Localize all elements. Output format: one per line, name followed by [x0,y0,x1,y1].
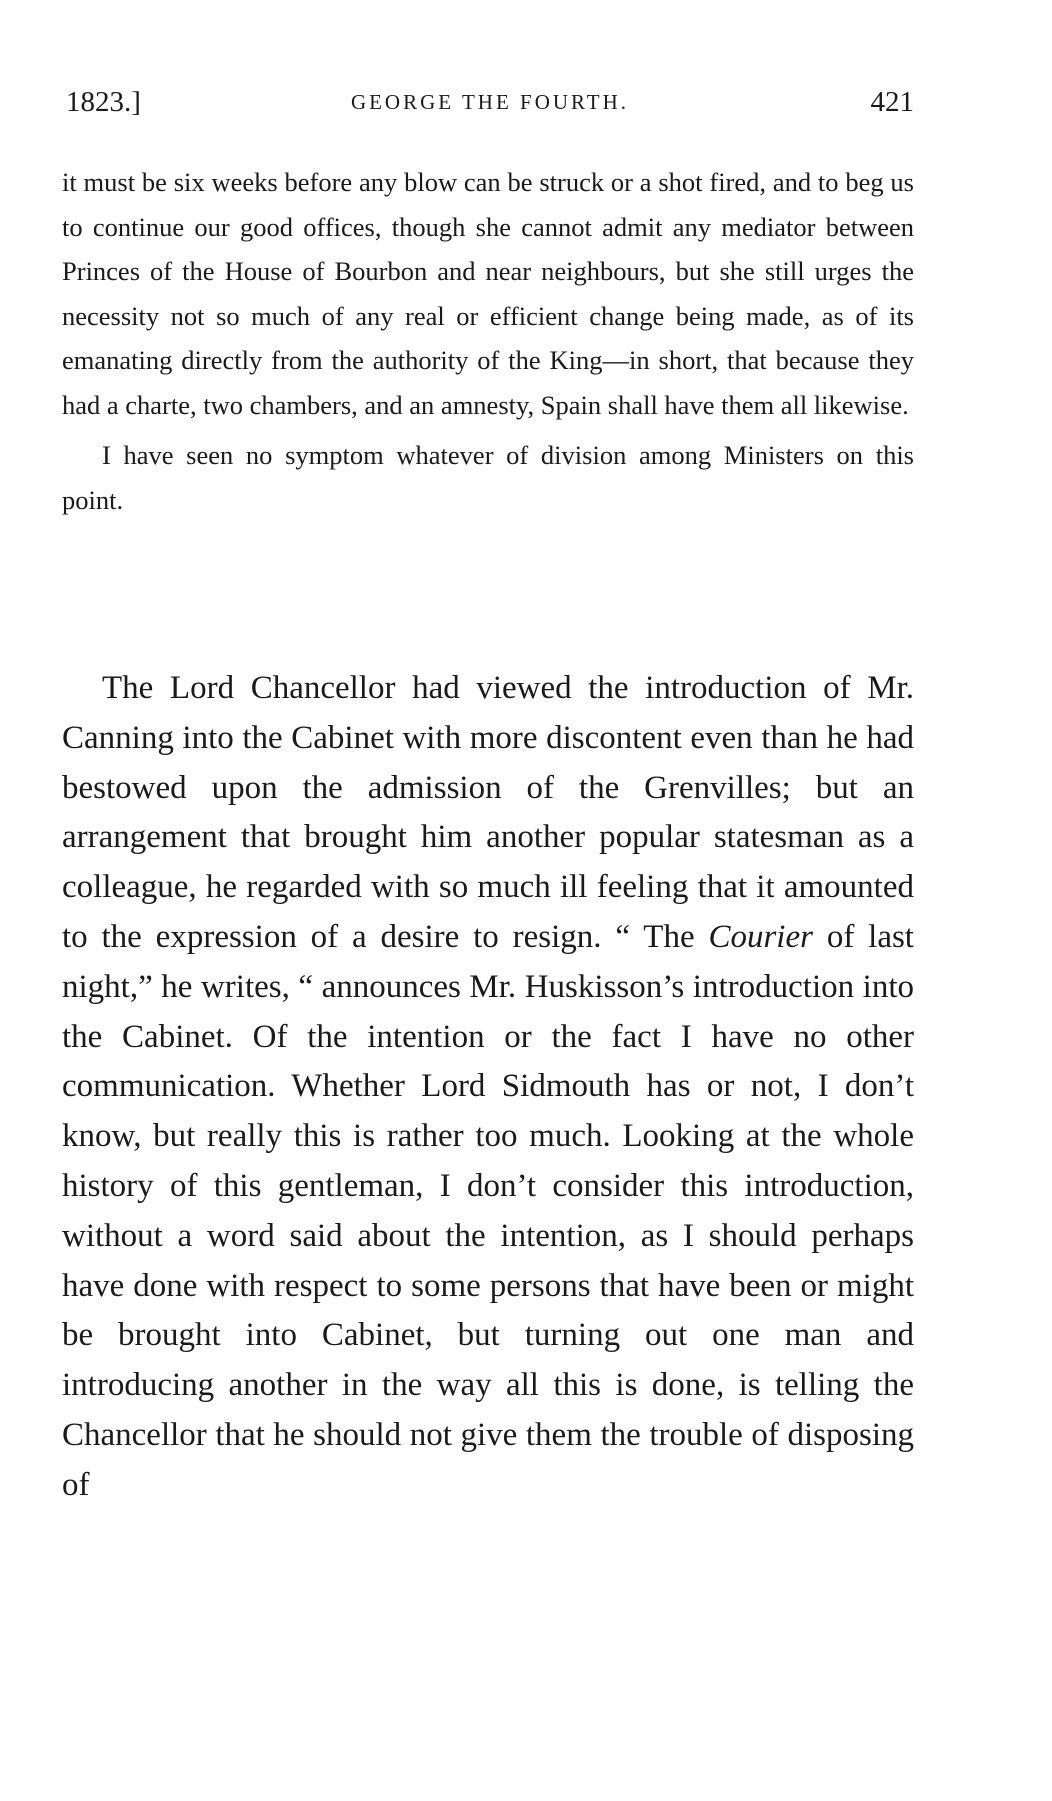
header-title: GEORGE THE FOURTH. [350,90,630,114]
letter-extract [62,160,914,522]
narrative-text [62,664,914,1511]
narrative-text-before-italic: The Lord Chancellor had viewed the introduction of Mr. Canning into the Cabinet with more discontent even than he had bestowed upon the admission of the Grenvilles; but an arrangement that brought him another popular statesman as a colleague, he regarded with so much ill feeling that it amounted to the expression of a desire to resign. “ The [62,670,914,955]
letter-paragraph-2: I have seen no symptom whatever of division among Ministers on this point. [62,440,914,515]
letter-paragraph-1: it must be six weeks before any blow can be struck or a shot fired, and to beg us to continue our good offices, though she cannot admit any mediator between Princes of the House of Bourbon and near neighbours, but she still urges the necessity not so much of any real or efficient change being made, as of its emanating directly from the authority of the King—in short, that because they had a charte, two chambers, and an amnesty, Spain shall have them all likewise. [62,167,914,420]
running-head [66,86,914,126]
page-number: 421 [870,86,914,118]
header-year: 1823.] [66,86,141,118]
newspaper-name-italic: Courier [708,918,813,955]
narrative-text-after-italic: of last night,” he writes, “ announces Mr. Huskisson’s introduction into the Cabinet. Of the intention or the fact I have no other communication. Whether Lord Sidmouth has or not, I don’t know, but really this is rather too much. Looking at the whole history of this gentleman, I don’t consider this introduction, without a word said about the intention, as I should perhaps have done with respect to some persons that have been or might be brought into Cabinet, but turning out one man and introducing another in the way all this is done, is telling the Chancellor that he should not give them the trouble of disposing of [62,918,914,1503]
narrative-paragraph [62,664,914,1511]
